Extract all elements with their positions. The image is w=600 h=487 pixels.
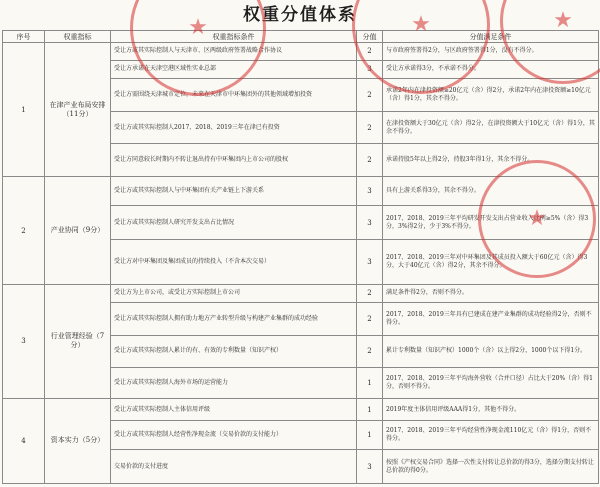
group-indicator: 在津产业布局安排（11分）	[45, 43, 111, 177]
standard-cell: 2019年度主体信用评级AAA得1分，其他不得分。	[383, 398, 599, 420]
condition-cell: 受让方或其实际控制人经营性净现金流（交易价款的支付能力）	[111, 421, 357, 450]
score-cell: 2	[357, 78, 383, 112]
score-cell: 3	[357, 60, 383, 78]
condition-cell: 受让方或其实际控制人2017、2018、2019三年在津已有投资	[111, 112, 357, 143]
standard-cell: 与市政府签署得2分，与区政府签署得1分，没有不得分。	[383, 43, 599, 61]
standard-cell: 在津投资额大于30亿元（含）得2分，在津投资额大于10亿元（含）得1分，其余不得分。	[383, 112, 599, 143]
table-row	[3, 398, 599, 420]
condition-cell: 受让方或其实际控制人与中环集团有关产业链上下游关系	[111, 177, 357, 206]
standard-cell: 承诺2年内在津投资额≥20亿元（含）得2分，承诺2年内在津投资额≥10亿元（含）得1分，其余不得分。	[383, 78, 599, 112]
standard-cell: 按照《产权交易合同》选择一次性支付转让总价款的得3分，选择分期支付转让总价款的得0分。	[383, 450, 599, 484]
standard-cell: 2017、2018、2019三年平均海外营收（合并口径）占比大于20%（含）得1分，否则不得分。	[383, 367, 599, 398]
score-cell: 2	[357, 143, 383, 177]
header-index: 序号	[3, 31, 45, 43]
condition-cell: 受让方或其实际控制人海外市场的运营能力	[111, 367, 357, 398]
page-title: 权重分值体系	[243, 5, 357, 25]
condition-cell: 受让方或其实际控制人累计的有、有效的专利数量（知识产权）	[111, 336, 357, 367]
standard-cell: 2017、2018、2019三年对中环集团及其成员投入额大于60亿元（含）得3分，大于40亿元（含）得2分，其余不得分。	[383, 239, 599, 284]
table-row	[3, 284, 599, 302]
standard-cell: 累计专利数量（知识产权）1000个（含）以上得2分，1000个以下得1分。	[383, 336, 599, 367]
table-row	[3, 177, 599, 206]
star-icon: ★	[411, 12, 431, 37]
score-cell: 2	[357, 43, 383, 61]
condition-cell: 受让方同意较长时期内不转让退出持有中环集团内上市公司的股权	[111, 143, 357, 177]
condition-cell: 受让方或其实际控制人拥有助力地方产业转型升级与构建产业集群的成功经验	[111, 302, 357, 336]
star-icon: ★	[527, 206, 547, 231]
header-condition: 权重指标条件	[111, 31, 357, 43]
condition-cell: 受让方或其实际控制人主体信用评级	[111, 398, 357, 420]
condition-cell: 受让方或其实际控制人与天津市、区两级政府签署战略合作协议	[111, 43, 357, 61]
group-index: 2	[3, 177, 45, 284]
standard-cell: 受让方承诺得3分，不承诺不得分。	[383, 60, 599, 78]
standard-cell: 承诺持股5年以上得2分，持股3年得1分，其余不得分。	[383, 143, 599, 177]
score-cell: 3	[357, 206, 383, 240]
header-indicator: 权重指标	[45, 31, 111, 43]
condition-cell: 受让方或其实际控制人研究开发支出占比情况	[111, 206, 357, 240]
score-cell: 2	[357, 284, 383, 302]
score-cell: 3	[357, 177, 383, 206]
standard-cell: 具有上游关系得3分，其余不得分。	[383, 177, 599, 206]
table-row	[3, 43, 599, 61]
group-index: 3	[3, 284, 45, 398]
group-indicator: 行业管理经验（7分）	[45, 284, 111, 398]
condition-cell: 受让方为上市公司，或受让方实际控制上市公司	[111, 284, 357, 302]
score-cell: 1	[357, 398, 383, 420]
star-icon: ★	[553, 8, 573, 33]
score-cell: 2	[357, 336, 383, 367]
score-cell: 2	[357, 302, 383, 336]
score-cell: 3	[357, 450, 383, 484]
score-cell: 1	[357, 367, 383, 398]
weight-score-table	[2, 30, 599, 484]
group-indicator: 资本实力（5分）	[45, 398, 111, 483]
condition-cell: 交易价款的支付进度	[111, 450, 357, 484]
score-cell: 1	[357, 421, 383, 450]
score-cell: 2	[357, 112, 383, 143]
standard-cell: 2017、2018、2019三年平均经营性净现金流110亿元（含）得1分，否则不得分。	[383, 421, 599, 450]
score-cell: 3	[357, 239, 383, 284]
group-index: 1	[3, 43, 45, 177]
standard-cell: 2017、2018、2019三年具有已建成在建产业集群的成功经验得2分，否则不得分。	[383, 302, 599, 336]
header-standard: 分值满足条件	[383, 31, 599, 43]
header-score: 分值	[357, 31, 383, 43]
standard-cell: 满足条件得2分，否则不得分。	[383, 284, 599, 302]
group-indicator: 产业协同（9分）	[45, 177, 111, 284]
condition-cell: 受让方需围绕天津城市定位，未来在天津市中环集团外的其他领域增加投资	[111, 78, 357, 112]
star-icon: ★	[188, 15, 208, 40]
group-index: 4	[3, 398, 45, 483]
condition-cell: 受让方承诺在天津空港区域性实业总部	[111, 60, 357, 78]
condition-cell: 受让方对中环集团及集团成员的持续投入（不含本次交易）	[111, 239, 357, 284]
standard-cell: 2017、2018、2019三年平均研发开发支出占营业收入比例≥5%（含）得3分，3%得2分，少于3%不得分。	[383, 206, 599, 240]
header-row	[3, 31, 599, 43]
